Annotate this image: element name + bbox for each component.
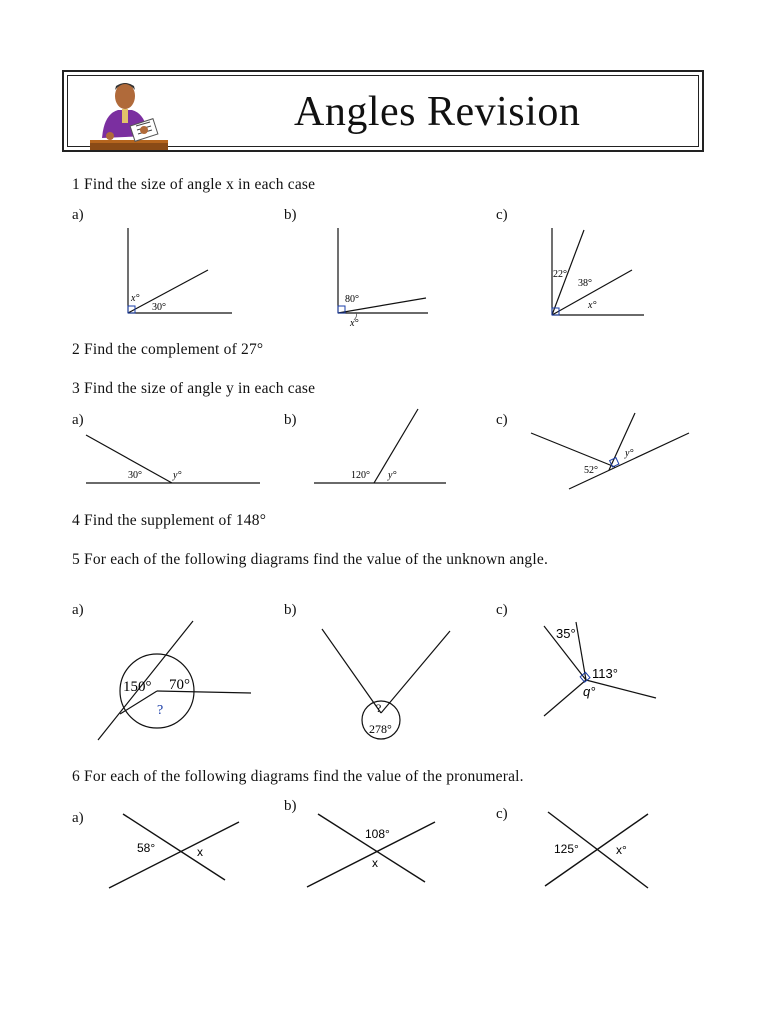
q6a-known-label: 58° (137, 841, 156, 855)
q5b-known-label: 278° (369, 722, 392, 736)
q5-label-a: a) (72, 602, 84, 618)
q6b-known-label: 108° (365, 827, 390, 841)
q3-label-b: b) (284, 412, 297, 428)
q5a-unknown-label: ? (157, 703, 164, 718)
teacher-at-desk-icon (88, 78, 170, 152)
page-title: Angles Revision (294, 89, 581, 135)
q1b-known-label: 80° (345, 294, 359, 305)
q1c-diagram (524, 220, 654, 330)
q3a-known-label: 30° (128, 470, 142, 481)
question-4-text: 4 Find the supplement of 148° (72, 512, 267, 529)
q3a-diagram (80, 425, 270, 495)
q5c-known2-label: 113° (592, 666, 618, 681)
q5c-q-label: q° (583, 684, 596, 699)
q6b-diagram (303, 810, 443, 890)
q3c-diagram (525, 405, 695, 495)
q5b-unknown-label: ? (376, 701, 382, 715)
q6a-diagram (105, 808, 245, 893)
q5a-known2-label: 70° (169, 677, 190, 693)
q6-label-a: a) (72, 810, 84, 826)
q6-label-c: c) (496, 806, 508, 822)
q1c-known2-label: 38° (578, 278, 592, 289)
question-3-text: 3 Find the size of angle y in each case (72, 380, 316, 397)
q1-label-c: c) (496, 207, 508, 223)
q6-label-b: b) (284, 798, 297, 814)
q1-label-a: a) (72, 207, 84, 223)
q3-label-c: c) (496, 412, 508, 428)
q3a-y-label: y° (173, 470, 182, 481)
q3-label-a: a) (72, 412, 84, 428)
question-5-text: 5 For each of the following diagrams find the value of the unknown angle. (72, 551, 549, 568)
question-6-text: 6 For each of the following diagrams find the value of the pronumeral. (72, 768, 524, 785)
q5c-known1-label: 35° (556, 626, 576, 641)
q6b-x-label: x (372, 856, 378, 870)
q3b-y-label: y° (388, 470, 397, 481)
q1c-x-label: x° (588, 300, 597, 311)
q1a-x-label: x° (131, 293, 140, 304)
q1-label-b: b) (284, 207, 297, 223)
q6c-diagram (540, 808, 660, 893)
q5c-diagram (538, 618, 668, 728)
header-inner-border (67, 75, 699, 147)
q3c-y-label: y° (625, 448, 634, 459)
q5a-diagram (95, 618, 255, 743)
question-2-text: 2 Find the complement of 27° (72, 341, 264, 358)
q5-label-b: b) (284, 602, 297, 618)
q6a-x-label: x (197, 845, 203, 859)
q3b-known-label: 120° (351, 470, 370, 481)
q5b-diagram (318, 625, 458, 745)
q3c-known-label: 52° (584, 465, 598, 476)
header-box (62, 70, 704, 152)
q6c-x-label: x° (616, 843, 627, 857)
q1b-x-label: x° (350, 318, 359, 329)
q1b-diagram (310, 220, 450, 330)
q1a-known-label: 30° (152, 302, 166, 313)
q1c-known1-label: 22° (553, 269, 567, 280)
q5a-known1-label: 150° (123, 679, 152, 695)
q5-label-c: c) (496, 602, 508, 618)
q3b-diagram (310, 405, 460, 495)
q6c-known-label: 125° (554, 842, 579, 856)
q1a-diagram (100, 220, 240, 330)
question-1-text: 1 Find the size of angle x in each case (72, 176, 316, 193)
